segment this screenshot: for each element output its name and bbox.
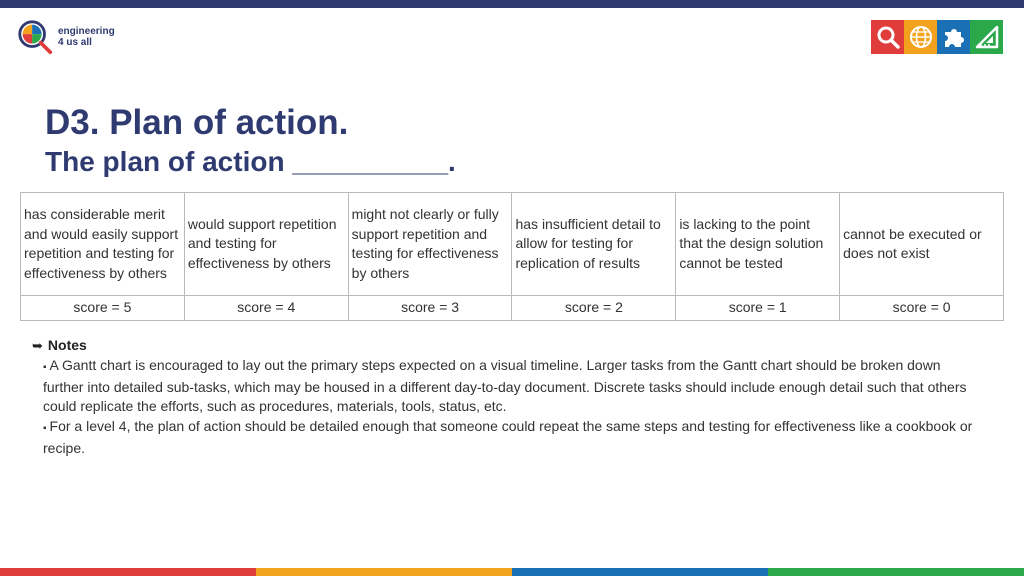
bottom-bar-segment-orange bbox=[256, 568, 512, 576]
rubric-score-cell: score = 1 bbox=[676, 296, 840, 321]
bottom-bar-segment-blue bbox=[512, 568, 768, 576]
rubric-score-cell: score = 5 bbox=[21, 296, 185, 321]
bottom-bar-segment-red bbox=[0, 568, 256, 576]
notes-section bbox=[32, 336, 982, 459]
rubric-score-cell: score = 3 bbox=[348, 296, 512, 321]
magnifier-icon bbox=[871, 20, 904, 54]
note-item bbox=[43, 417, 982, 459]
engineering-4-us-all-logo bbox=[16, 18, 115, 56]
rubric-description-cell: is lacking to the point that the design solution cannot be tested bbox=[676, 193, 840, 296]
top-bar bbox=[0, 0, 1024, 8]
rubric-score-cell: score = 0 bbox=[840, 296, 1004, 321]
rubric-table bbox=[20, 192, 1004, 321]
logo-line-2: 4 us all bbox=[58, 37, 92, 48]
notes-heading bbox=[32, 336, 982, 356]
notes-heading-label: Notes bbox=[47, 337, 87, 353]
arrow-right-icon: ➥ bbox=[32, 338, 43, 353]
rubric-description-row bbox=[21, 193, 1004, 296]
header-icon-row bbox=[871, 20, 1003, 54]
bottom-bar-segment-green bbox=[768, 568, 1024, 576]
note-item bbox=[43, 356, 982, 417]
square-bullet-icon: ▪ bbox=[43, 423, 47, 435]
square-bullet-icon: ▪ bbox=[43, 361, 47, 373]
puzzle-icon bbox=[937, 20, 970, 54]
page-subtitle: The plan of action __________. bbox=[45, 146, 456, 177]
rubric-score-cell: score = 4 bbox=[184, 296, 348, 321]
bottom-color-bar bbox=[0, 568, 1024, 576]
rubric-description-cell: would support repetition and testing for effectiveness by others bbox=[184, 193, 348, 296]
globe-icon bbox=[904, 20, 937, 54]
rubric-description-cell: cannot be executed or does not exist bbox=[840, 193, 1004, 296]
logo-line-1: engineering bbox=[58, 26, 115, 37]
rubric-description-cell: might not clearly or fully support repetition and testing for effectiveness by others bbox=[348, 193, 512, 296]
page-title: D3. Plan of action. bbox=[45, 103, 349, 142]
rubric-description-cell: has insufficient detail to allow for testing for replication of results bbox=[512, 193, 676, 296]
set-square-icon bbox=[970, 20, 1003, 54]
rubric-score-row bbox=[21, 296, 1004, 321]
note-text: For a level 4, the plan of action should be detailed enough that someone could repeat the same steps and testing for effectiveness like a cookbook or recipe. bbox=[43, 418, 973, 456]
note-text: A Gantt chart is encouraged to lay out the primary steps expected on a visual timeline. Larger tasks from the Gantt chart should be broken down further into detailed sub-tasks, which may be housed in a different day-to-day document. Discrete tasks should include enough detail such that others could replicate the efforts, such as procedures, materials, tools, status, etc. bbox=[43, 356, 967, 415]
rubric-description-cell: has considerable merit and would easily support repetition and testing for effectiveness by others bbox=[21, 193, 185, 296]
rubric-score-cell: score = 2 bbox=[512, 296, 676, 321]
logo-wordmark bbox=[58, 26, 115, 48]
logo-magnifier-icon bbox=[16, 18, 54, 56]
